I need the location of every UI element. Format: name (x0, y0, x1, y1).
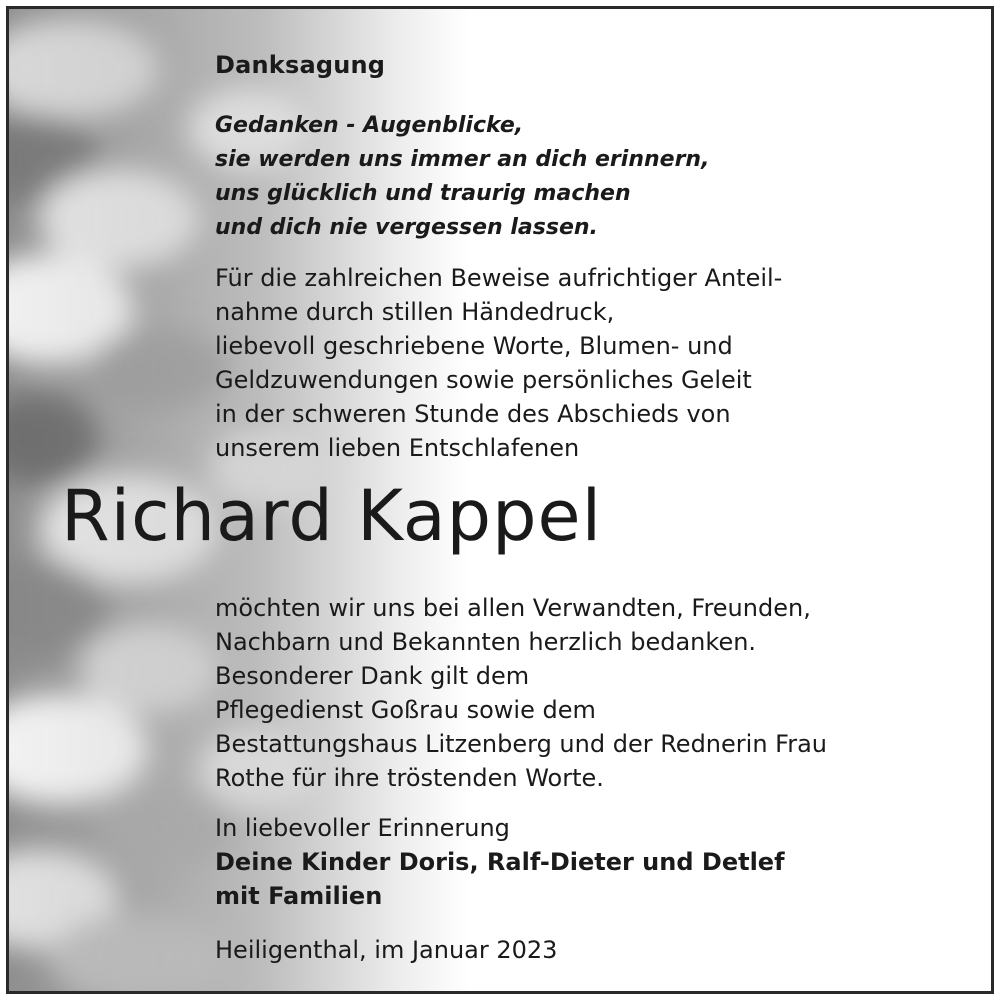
text-line: Bestattungshaus Litzenberg und der Rednerin Frau (215, 730, 827, 758)
thanks-intro (215, 261, 782, 465)
poem-line: Gedanken - Augenblicke, (215, 113, 524, 138)
poem-line: und dich nie vergessen lassen. (215, 215, 598, 240)
text-line: Nachbarn und Bekannten herzlich bedanken. (215, 628, 757, 656)
text-line: Für die zahlreichen Beweise aufrichtiger Anteil- (215, 264, 783, 292)
signatory-line: Deine Kinder Doris, Ralf-Dieter und Detlef (215, 848, 785, 876)
text-line: unserem lieben Entschlafenen (215, 434, 580, 462)
poem (215, 109, 709, 245)
deceased-name: Richard Kappel (61, 475, 603, 557)
text-line: nahme durch stillen Händedruck, (215, 298, 615, 326)
text-line: Geldzuwendungen sowie persönliches Geleit (215, 366, 752, 394)
obituary-frame (6, 6, 994, 994)
obituary-content (9, 9, 991, 991)
text-line: Besonderer Dank gilt dem (215, 662, 530, 690)
text-line: in der schweren Stunde des Abschieds von (215, 400, 731, 428)
thanks-body (215, 591, 827, 795)
text-line: Rothe für ihre tröstenden Worte. (215, 764, 604, 792)
poem-line: sie werden uns immer an dich erinnern, (215, 147, 710, 172)
poem-line: uns glücklich und traurig machen (215, 181, 631, 206)
heading: Danksagung (215, 51, 386, 79)
place-date: Heiligenthal, im Januar 2023 (215, 936, 558, 964)
signatory-line: mit Familien (215, 882, 383, 910)
text-line: möchten wir uns bei allen Verwandten, Freunden, (215, 594, 811, 622)
signatories (215, 845, 785, 913)
text-line: Pflegedienst Goßrau sowie dem (215, 696, 596, 724)
closing: In liebevoller Erinnerung (215, 814, 510, 842)
text-line: liebevoll geschriebene Worte, Blumen- und (215, 332, 733, 360)
